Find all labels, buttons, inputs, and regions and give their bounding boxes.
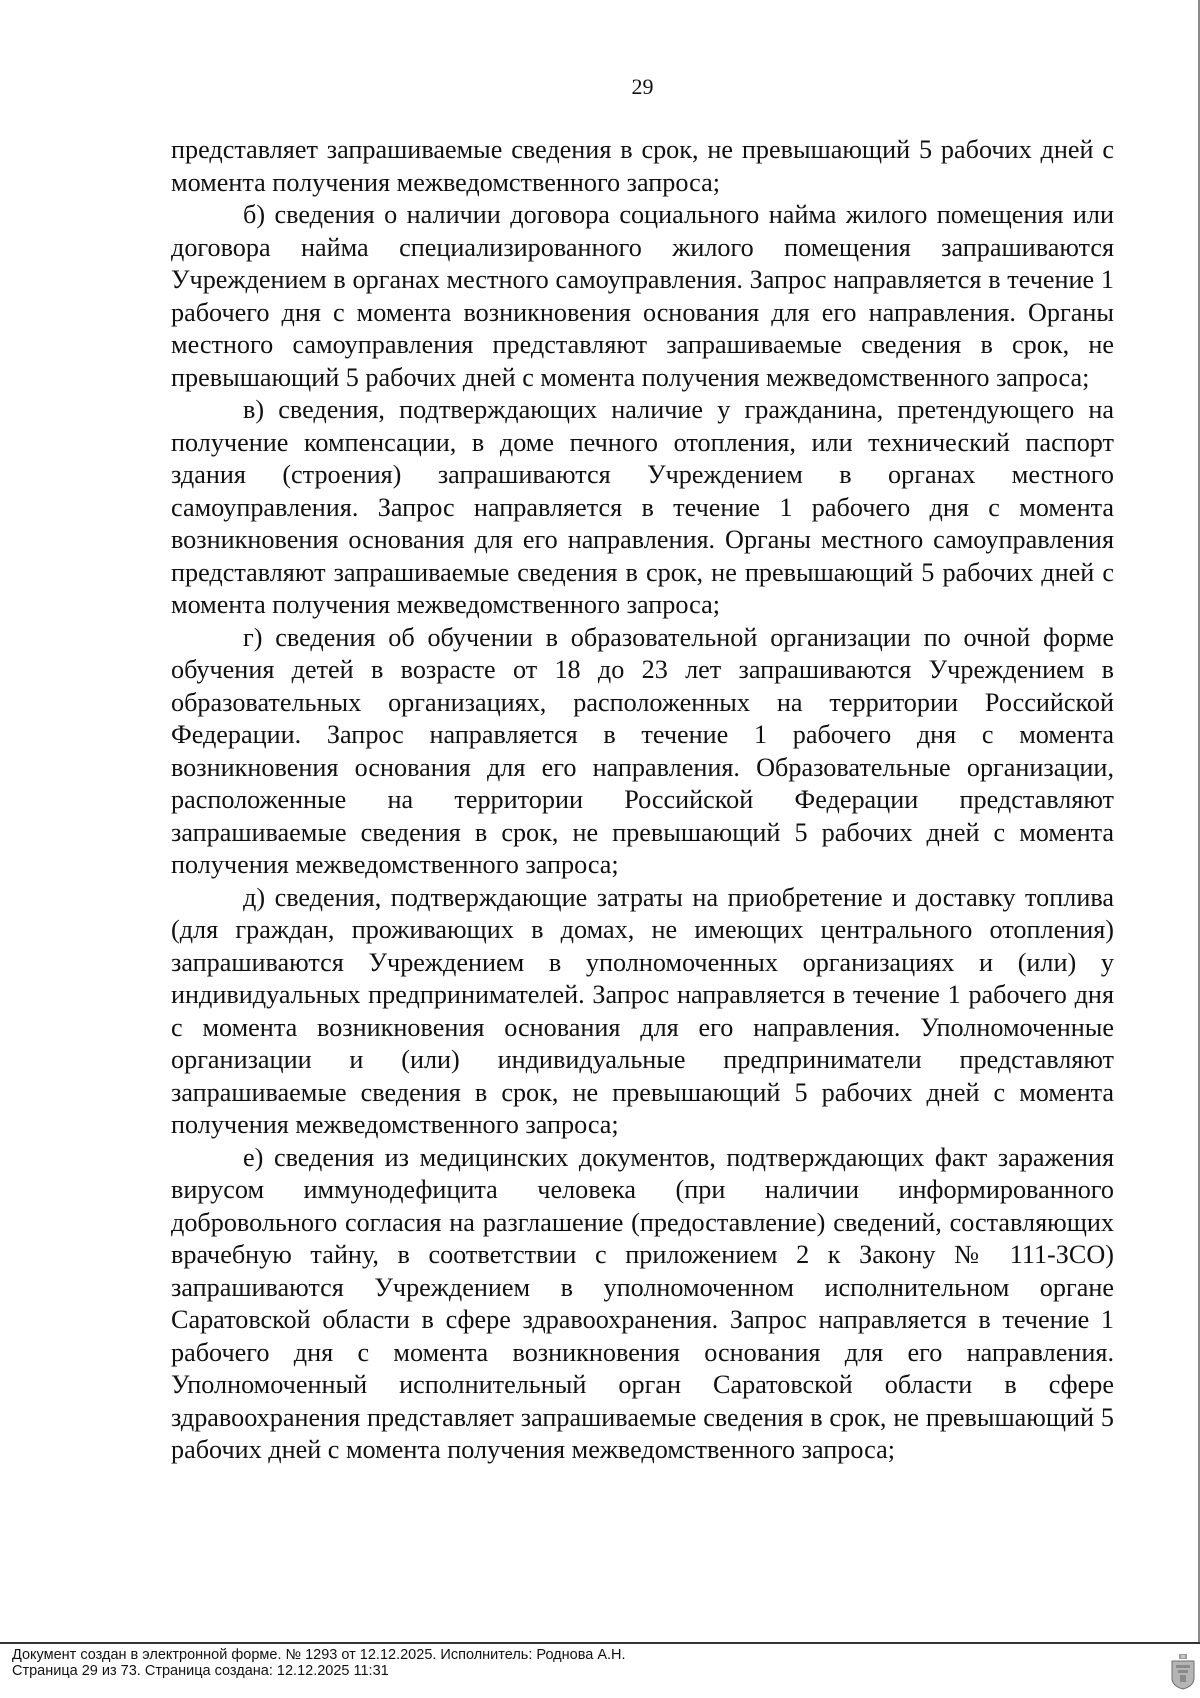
paragraph-item-v: в) сведения, подтверждающих наличие у гражданина, претендующего на получение компенсации, в доме печного отопления, или технический паспорт здания (строения) запрашиваются Учреждением в органах местного самоуправления. Запрос направляется в течение 1 рабочего дня с момента возникновения основания для его направления. Органы местного самоуправления представляют запрашиваемые сведения в срок, не превышающий 5 рабочих дней с момента получения межведомственного запроса; bbox=[171, 395, 1114, 619]
document-footer bbox=[12, 1647, 1112, 1679]
paragraph-item-b: б) сведения о наличии договора социального найма жилого помещения или договора найма специализированного жилого помещения запрашиваются Учреждением в органах местного самоуправления. Запрос направляется в течение 1 рабочего дня с момента возникновения основания для его направления. Органы местного самоуправления представляют запрашиваемые сведения в срок, не превышающий 5 рабочих дней с момента получения межведомственного запроса; bbox=[171, 200, 1114, 392]
footer-page-info: Страница 29 из 73. Страница создана: 12.12.2025 11:31 bbox=[12, 1663, 389, 1679]
page-number: 29 bbox=[631, 74, 654, 99]
document-body bbox=[171, 134, 1114, 1467]
paragraph-item-d: д) сведения, подтверждающие затраты на приобретение и доставку топлива (для граждан, проживающих в домах, не имеющих центрального отопления) запрашиваются Учреждением в уполномоченных организациях и (или) у индивидуальных предпринимателей. Запрос направляется в течение 1 рабочего дня с момента возникновения основания для его направления. Уполномоченные организации и (или) индивидуальные предприниматели представляют запрашиваемые сведения в срок, не превышающий 5 рабочих дней с момента получения межведомственного запроса; bbox=[171, 882, 1114, 1139]
paragraph-item-g: г) сведения об обучении в образовательной организации по очной форме обучения детей в возрасте от 18 до 23 лет запрашиваются Учреждением в образовательных организациях, расположенных на территории Российской Федерации. Запрос направляется в течение 1 рабочего дня с момента возникновения основания для его направления. Образовательные организации, расположенные на территории Российской Федерации представляют запрашиваемые сведения в срок, не превышающий 5 рабочих дней с момента получения межведомственного запроса; bbox=[171, 622, 1114, 879]
paragraph-continuation: представляет запрашиваемые сведения в срок, не превышающий 5 рабочих дней с момента получения межведомственного запроса; bbox=[171, 135, 1114, 197]
paragraph-item-e: е) сведения из медицинских документов, подтверждающих факт заражения вирусом иммунодефицита человека (при наличии информированного добровольного согласия на разглашение (предоставление) сведений, составляющих врачебную тайну, в соответствии с приложением 2 к Закону № 111-ЗСО) запрашиваются Учреждением в уполномоченном исполнительном органе Саратовской области в сфере здравоохранения. Запрос направляется в течение 1 рабочего дня с момента возникновения основания для его направления. Уполномоченный исполнительный орган Саратовской области в сфере здравоохранения представляет запрашиваемые сведения в срок, не превышающий 5 рабочих дней с момента получения межведомственного запроса; bbox=[171, 1142, 1114, 1464]
footer-document-info: Документ создан в электронной форме. № 1293 от 12.12.2025. Исполнитель: Роднова А.Н. bbox=[12, 1647, 626, 1663]
footer-divider bbox=[0, 1642, 1200, 1644]
coat-of-arms-icon bbox=[1170, 1654, 1196, 1690]
